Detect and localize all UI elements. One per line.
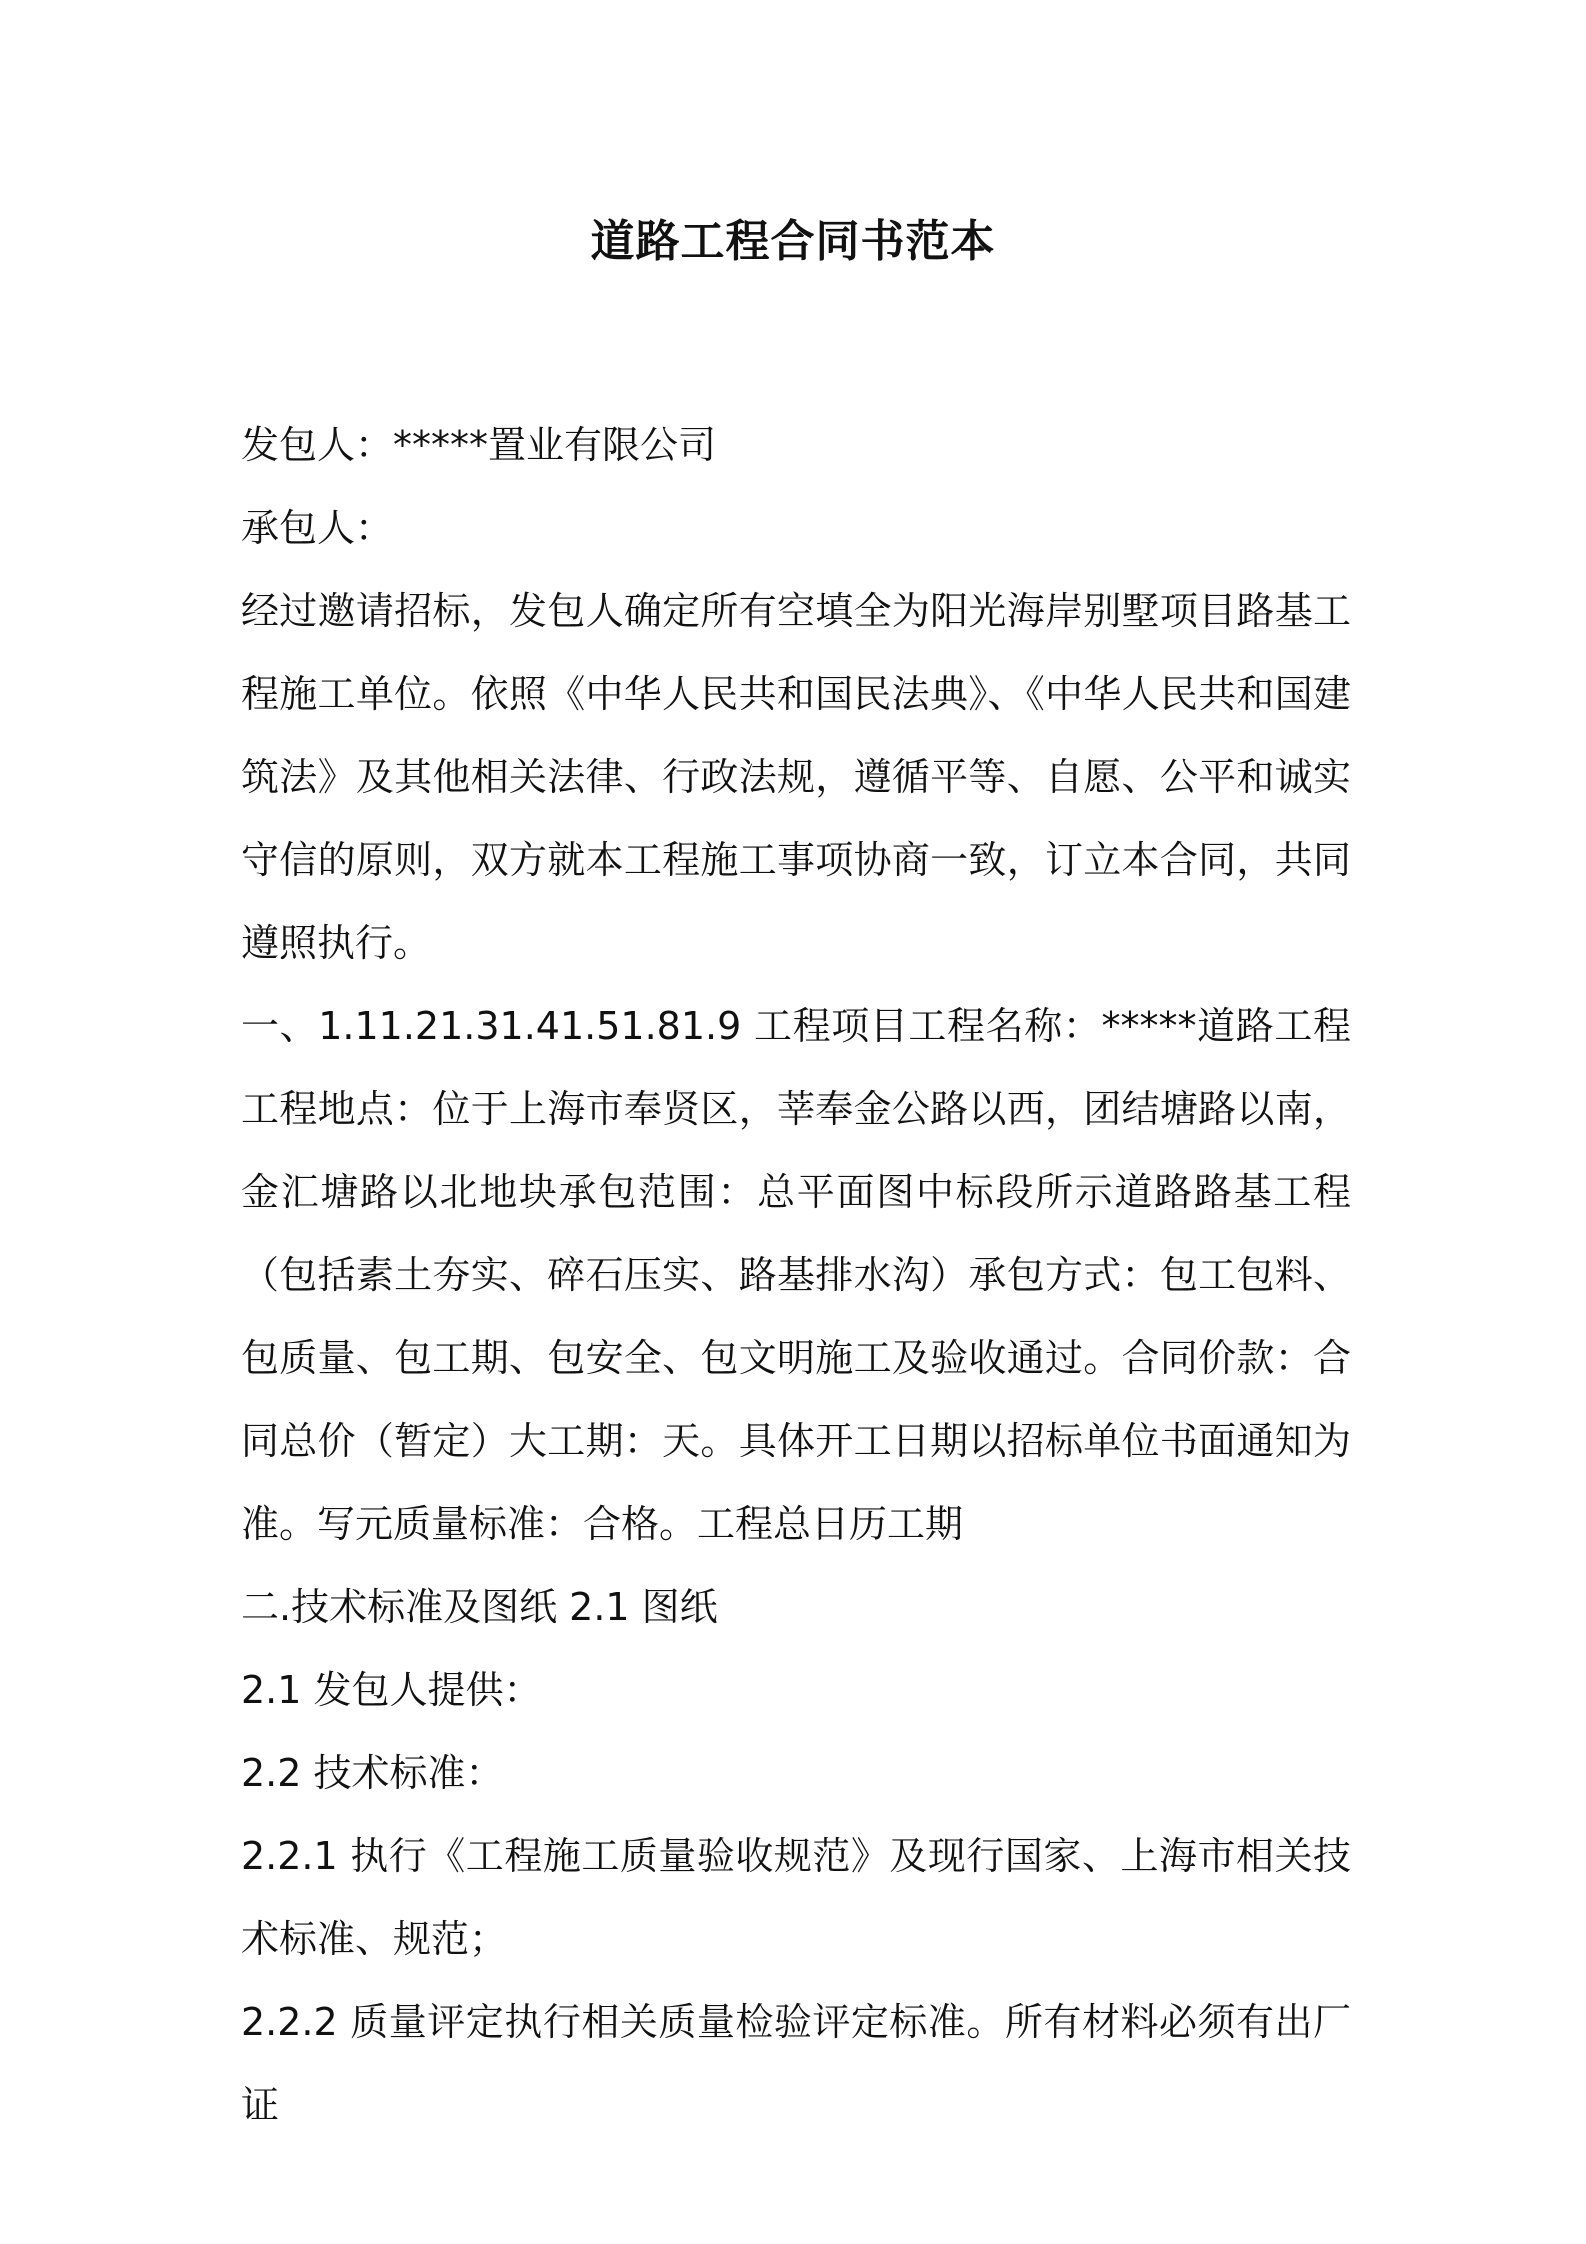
section-2-heading: 二.技术标准及图纸 2.1 图纸 [241,1585,718,1629]
clause-2-2-1: 2.2.1 执行《工程施工质量验收规范》及现行国家、上海市相关技术标准、规范； [241,1834,1351,1961]
section-1-paragraph: 一、1.11.21.31.41.51.81.9 工程项目工程名称：*****道路工程工程地点：位于上海市奉贤区，莘奉金公路以西，团结塘路以南，金汇塘路以北地块承包范围：总平面图中标段所示道路路基工程（包括素土夯实、碎石压实、路基排水沟）承包方式：包工包料、包质量、包工期、包安全、包文明施工及验收通过。合同价款：合同总价（暂定）大工期：天。具体开工日期以招标单位书面通知为准。写元质量标准：合格。工程总日历工期 [241,1004,1351,1546]
clause-2-2-2: 2.2.2 质量评定执行相关质量检验评定标准。所有材料必须有出厂证 [241,2000,1351,2127]
clause-2-1: 2.1 发包人提供： [241,1668,542,1712]
document-title: 道路工程合同书范本 [590,216,996,267]
party-b-line: 承包人： [241,506,394,550]
clause-2-2: 2.2 技术标准： [241,1751,504,1795]
party-a-line: 发包人：*****置业有限公司 [241,423,717,467]
preamble-paragraph: 经过邀请招标，发包人确定所有空填全为阳光海岸别墅项目路基工程施工单位。依照《中华人民共和国民法典》、《中华人民共和国建筑法》及其他相关法律、行政法规，遵循平等、自愿、公平和诚实守信的原则，双方就本工程施工事项协商一致，订立本合同，共同遵照执行。 [241,589,1351,965]
document-body [241,404,1351,2147]
